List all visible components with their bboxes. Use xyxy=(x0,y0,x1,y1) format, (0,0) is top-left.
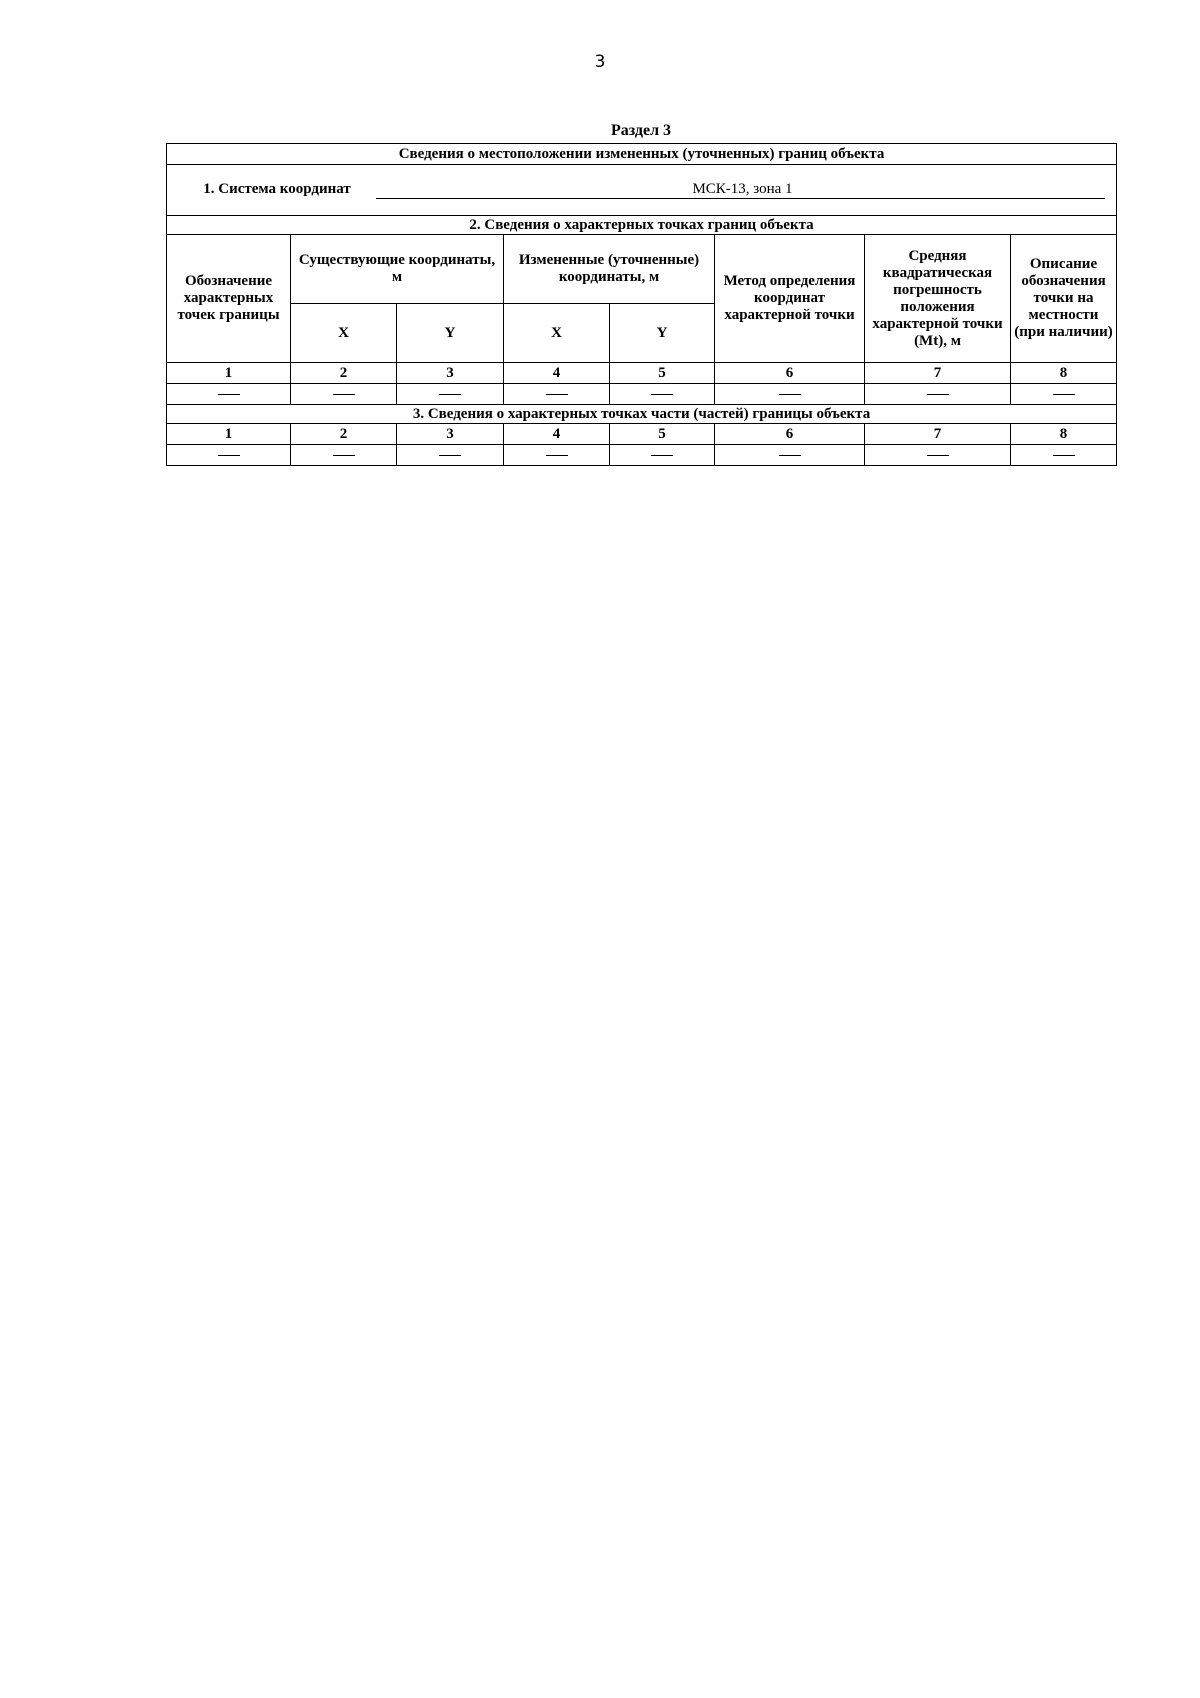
dash-mark xyxy=(439,455,461,456)
dash-mark xyxy=(333,394,355,395)
empty-cell xyxy=(715,445,865,466)
empty-cell xyxy=(865,445,1011,466)
empty-cell xyxy=(167,384,291,405)
header-existing-coords: Существующие координаты, м xyxy=(291,235,504,304)
dash-mark xyxy=(927,394,949,395)
header-existing-x: X xyxy=(291,304,397,363)
column-number: 5 xyxy=(610,424,715,445)
empty-data-row xyxy=(167,384,1117,405)
dash-mark xyxy=(218,394,240,395)
empty-cell xyxy=(610,445,715,466)
column-number: 2 xyxy=(291,363,397,384)
column-number: 7 xyxy=(865,363,1011,384)
column-number: 4 xyxy=(504,363,610,384)
empty-cell xyxy=(291,384,397,405)
empty-cell xyxy=(397,384,504,405)
header-changed-y: Y xyxy=(610,304,715,363)
column-number: 1 xyxy=(167,363,291,384)
column-number: 1 xyxy=(167,424,291,445)
dash-mark xyxy=(779,455,801,456)
empty-cell xyxy=(504,445,610,466)
empty-cell xyxy=(397,445,504,466)
empty-cell xyxy=(504,384,610,405)
column-number: 4 xyxy=(504,424,610,445)
dash-mark xyxy=(333,455,355,456)
header-designation: Обозначение характерных точек границы xyxy=(167,235,291,363)
header-method: Метод определения координат характерной точки xyxy=(715,235,865,363)
header-description: Описание обозначения точки на местности (при наличии) xyxy=(1011,235,1117,363)
subsection2-title: 2. Сведения о характерных точках границ объекта xyxy=(167,216,1117,235)
column-number: 7 xyxy=(865,424,1011,445)
section-title: Раздел 3 xyxy=(610,122,672,139)
header-changed-coords: Измененные (уточненные) координаты, м xyxy=(504,235,715,304)
empty-cell xyxy=(1011,384,1117,405)
column-number: 6 xyxy=(715,363,865,384)
column-number: 5 xyxy=(610,363,715,384)
dash-mark xyxy=(546,455,568,456)
dash-mark xyxy=(439,394,461,395)
dash-mark xyxy=(546,394,568,395)
column-numbers-row xyxy=(167,363,1117,384)
column-number: 2 xyxy=(291,424,397,445)
empty-cell xyxy=(291,445,397,466)
dash-mark xyxy=(779,394,801,395)
empty-cell xyxy=(167,445,291,466)
column-number: 3 xyxy=(397,363,504,384)
header-error: Средняя квадратическая погрешность положения характерной точки (Mt), м xyxy=(865,235,1011,363)
dash-mark xyxy=(1053,394,1075,395)
dash-mark xyxy=(651,455,673,456)
dash-mark xyxy=(218,455,240,456)
coord-system-label: 1. Система координат xyxy=(203,181,351,197)
empty-cell xyxy=(715,384,865,405)
empty-cell xyxy=(610,384,715,405)
dash-mark xyxy=(651,394,673,395)
empty-data-row xyxy=(167,445,1117,466)
column-numbers-row xyxy=(167,424,1117,445)
column-number: 6 xyxy=(715,424,865,445)
column-number: 8 xyxy=(1011,363,1117,384)
coord-system-value: МСК-13, зона 1 xyxy=(376,181,1105,199)
column-number: 8 xyxy=(1011,424,1117,445)
table-title: Сведения о местоположении измененных (уточненных) границ объекта xyxy=(167,144,1117,165)
empty-cell xyxy=(1011,445,1117,466)
boundary-table xyxy=(166,143,1117,466)
column-number: 3 xyxy=(397,424,504,445)
subsection3-title: 3. Сведения о характерных точках части (частей) границы объекта xyxy=(167,405,1117,424)
page-number: 3 xyxy=(594,52,606,72)
header-changed-x: X xyxy=(504,304,610,363)
dash-mark xyxy=(1053,455,1075,456)
empty-cell xyxy=(865,384,1011,405)
dash-mark xyxy=(927,455,949,456)
coord-system-cell xyxy=(167,165,1117,216)
header-existing-y: Y xyxy=(397,304,504,363)
